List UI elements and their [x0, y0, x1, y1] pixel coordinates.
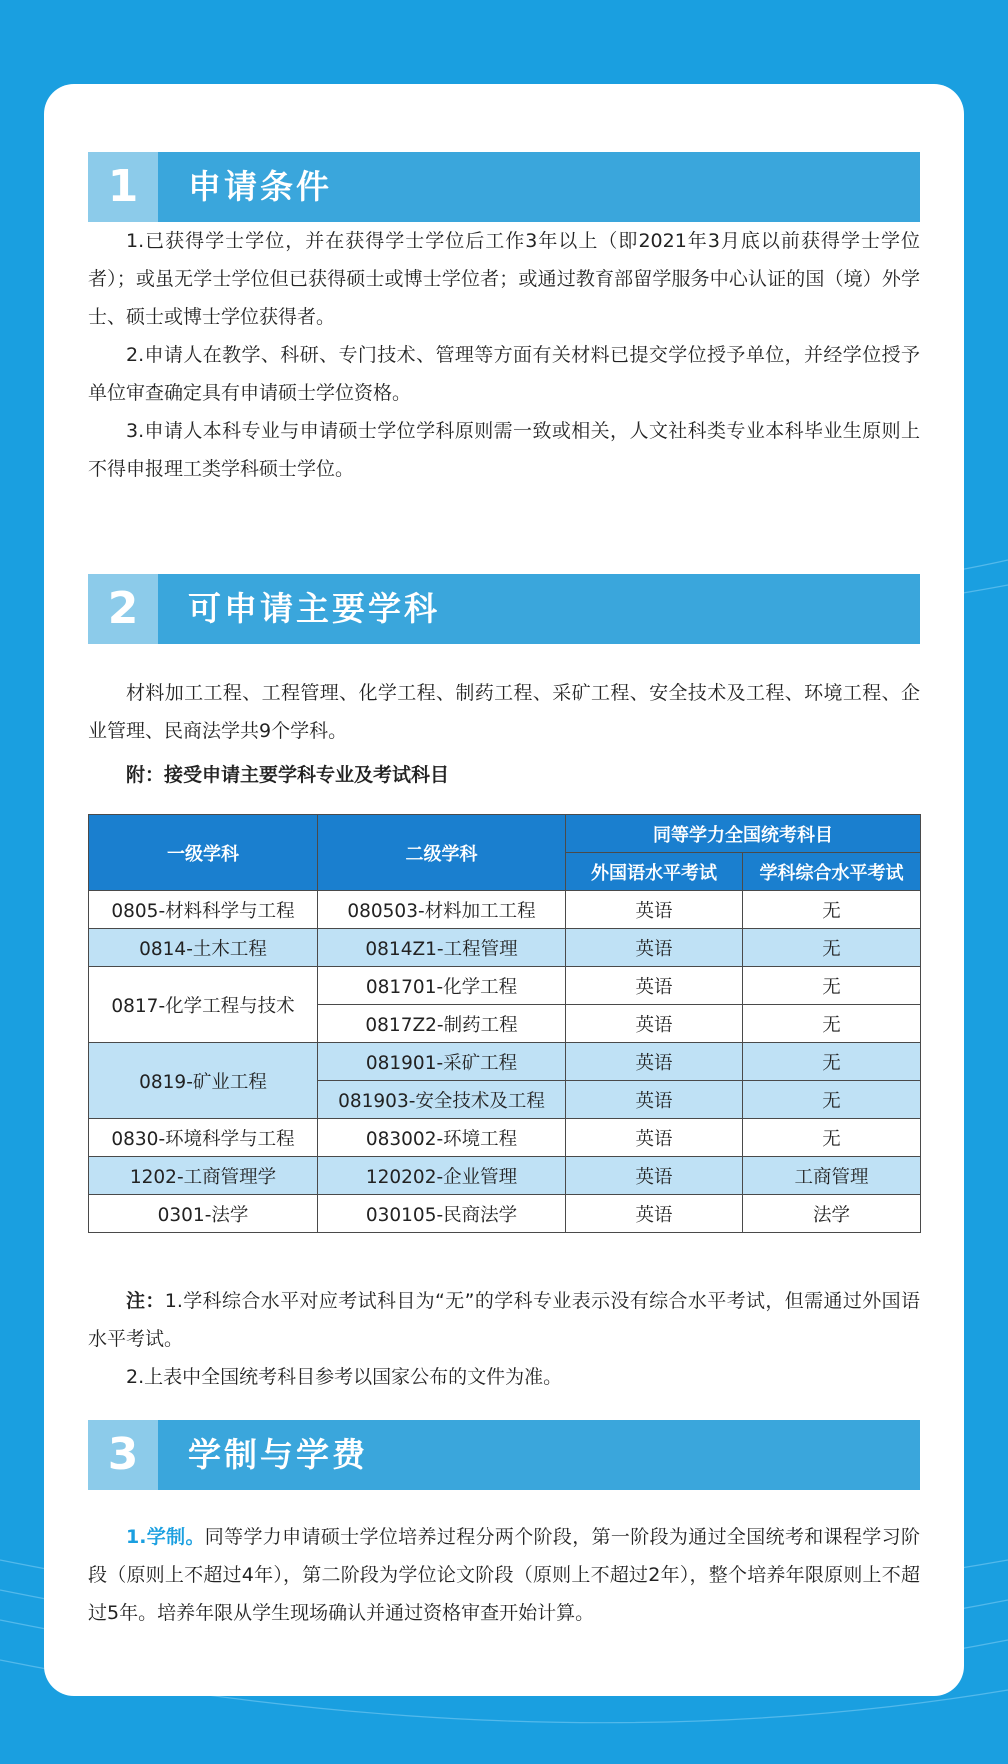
table-row [89, 929, 921, 967]
schooling-paragraph [88, 1518, 920, 1632]
cell-level1: 1202-工商管理学 [89, 1157, 318, 1195]
cell-foreign: 英语 [566, 967, 743, 1005]
header-level2: 二级学科 [318, 815, 566, 891]
appendix-title: 附：接受申请主要学科专业及考试科目 [126, 764, 450, 786]
section-number: 3 [88, 1420, 158, 1490]
cell-level1: 0817-化学工程与技术 [89, 967, 318, 1043]
table-row [89, 1157, 921, 1195]
cell-level2: 081903-安全技术及工程 [318, 1081, 566, 1119]
cell-level2: 0814Z1-工程管理 [318, 929, 566, 967]
cell-level2: 120202-企业管理 [318, 1157, 566, 1195]
cell-level2: 030105-民商法学 [318, 1195, 566, 1233]
subjects-intro: 材料加工工程、工程管理、化学工程、制药工程、采矿工程、安全技术及工程、环境工程、企业管理、民商法学共9个学科。 [88, 682, 920, 742]
table-row [89, 1195, 921, 1233]
table-row [89, 1043, 921, 1081]
cell-comprehensive: 无 [743, 967, 921, 1005]
note-text-1: 1.学科综合水平对应考试科目为“无”的学科专业表示没有综合水平考试，但需通过外国语水平考试。 [88, 1290, 920, 1350]
cell-comprehensive: 法学 [743, 1195, 921, 1233]
cell-comprehensive: 工商管理 [743, 1157, 921, 1195]
cell-level1: 0819-矿业工程 [89, 1043, 318, 1119]
condition-paragraph-2: 2.申请人在教学、科研、专门技术、管理等方面有关材料已提交学位授予单位，并经学位授予单位审查确定具有申请硕士学位资格。 [88, 344, 920, 404]
cell-comprehensive: 无 [743, 929, 921, 967]
cell-foreign: 英语 [566, 1081, 743, 1119]
cell-level2: 081901-采矿工程 [318, 1043, 566, 1081]
section-number: 2 [88, 574, 158, 644]
cell-comprehensive: 无 [743, 1043, 921, 1081]
section-title: 申请条件 [188, 167, 332, 206]
section-title: 学制与学费 [188, 1435, 368, 1474]
cell-level1: 0814-土木工程 [89, 929, 318, 967]
cell-foreign: 英语 [566, 1157, 743, 1195]
header-foreign-language: 外国语水平考试 [566, 853, 743, 891]
section-number: 1 [88, 152, 158, 222]
condition-paragraph-1: 1.已获得学士学位，并在获得学士学位后工作3年以上（即2021年3月底以前获得学士学位者）；或虽无学士学位但已获得硕士或博士学位者；或通过教育部留学服务中心认证的国（境）外学士、硕士或博士学位获得者。 [88, 230, 920, 328]
section-header-conditions [88, 152, 920, 222]
cell-level2: 081701-化学工程 [318, 967, 566, 1005]
header-exam-group: 同等学力全国统考科目 [566, 815, 921, 853]
cell-foreign: 英语 [566, 929, 743, 967]
cell-foreign: 英语 [566, 1043, 743, 1081]
cell-level2: 083002-环境工程 [318, 1119, 566, 1157]
schooling-text: 同等学力申请硕士学位培养过程分两个阶段，第一阶段为通过全国统考和课程学习阶段（原则上不超过4年），第二阶段为学位论文阶段（原则上不超过2年），整个培养年限原则上不超过5年。培养年限从学生现场确认并通过资格审查开始计算。 [88, 1526, 920, 1624]
cell-level1: 0805-材料科学与工程 [89, 891, 318, 929]
section-title: 可申请主要学科 [188, 589, 440, 628]
cell-comprehensive: 无 [743, 1005, 921, 1043]
cell-comprehensive: 无 [743, 1119, 921, 1157]
cell-level1: 0301-法学 [89, 1195, 318, 1233]
note-paragraph-1 [88, 1282, 920, 1358]
table-row [89, 967, 921, 1005]
condition-paragraph-3: 3.申请人本科专业与申请硕士学位学科原则需一致或相关，人文社科类专业本科毕业生原则上不得申报理工类学科硕士学位。 [88, 420, 920, 480]
cell-level2: 080503-材料加工工程 [318, 891, 566, 929]
section-header-schooling [88, 1420, 920, 1490]
table-row [89, 1119, 921, 1157]
cell-comprehensive: 无 [743, 891, 921, 929]
note-paragraph-2: 2.上表中全国统考科目参考以国家公布的文件为准。 [126, 1366, 563, 1388]
table-row [89, 891, 921, 929]
cell-comprehensive: 无 [743, 1081, 921, 1119]
section-header-subjects [88, 574, 920, 644]
cell-foreign: 英语 [566, 1119, 743, 1157]
schooling-label: 1.学制。 [126, 1526, 205, 1548]
note-label: 注： [126, 1290, 165, 1312]
cell-level2: 0817Z2-制药工程 [318, 1005, 566, 1043]
content-card [44, 84, 964, 1696]
cell-foreign: 英语 [566, 1005, 743, 1043]
cell-foreign: 英语 [566, 1195, 743, 1233]
subjects-table [88, 814, 921, 1233]
cell-foreign: 英语 [566, 891, 743, 929]
header-comprehensive: 学科综合水平考试 [743, 853, 921, 891]
cell-level1: 0830-环境科学与工程 [89, 1119, 318, 1157]
header-level1: 一级学科 [89, 815, 318, 891]
